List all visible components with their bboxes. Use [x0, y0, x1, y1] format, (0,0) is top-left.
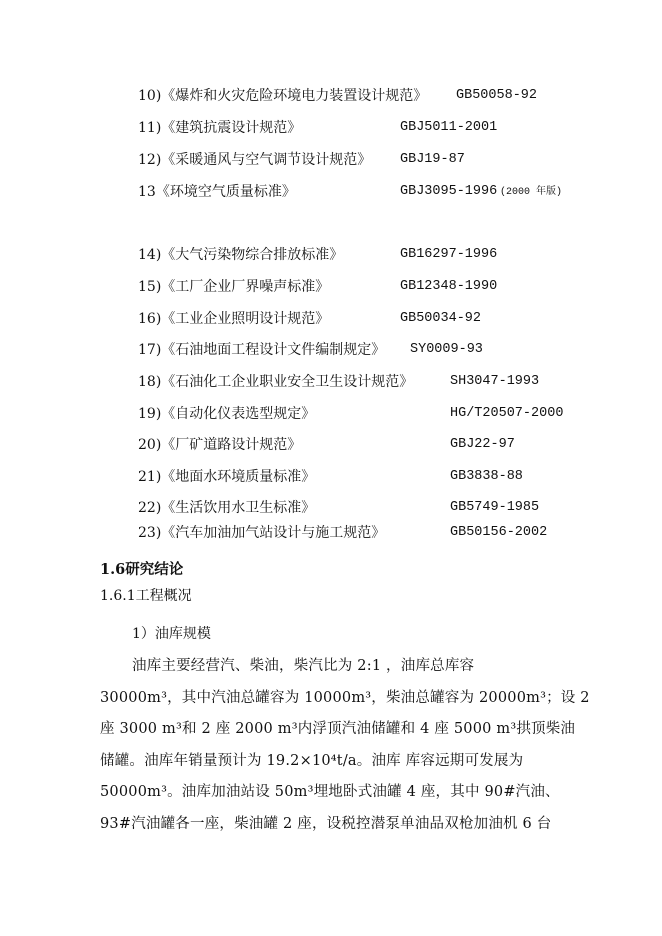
reference-code: GB5749-1985 — [450, 500, 540, 515]
reference-code: GB12348-1990 — [400, 279, 498, 294]
reference-item — [138, 245, 498, 265]
reference-code: GBJ19-87 — [400, 152, 465, 167]
reference-item — [138, 86, 538, 106]
reference-code: GB50058-92 — [456, 88, 538, 103]
reference-item — [138, 498, 540, 518]
reference-item — [138, 340, 483, 360]
reference-item — [138, 309, 482, 329]
list-item-heading: 1）油库规模 — [132, 626, 211, 642]
reference-item — [138, 277, 498, 297]
paragraph-line: 储罐。油库年销量预计为 19.2×10⁴t/a。油库 库容远期可发展为 — [100, 753, 524, 769]
reference-label: 18)《石油化工企业职业安全卫生设计规范》 — [138, 374, 414, 390]
paragraph-line: 油库主要经营汽、柴油，柴汽比为 2:1 ，油库总库容 — [132, 658, 475, 674]
reference-label: 21)《地面水环境质量标准》 — [138, 469, 316, 485]
reference-code: HG/T20507-2000 — [450, 406, 564, 421]
reference-label: 13《环境空气质量标准》 — [138, 184, 296, 200]
paragraph-line: 30000m³，其中汽油总罐容为 10000m³，柴油总罐容为 20000m³；设 2 — [100, 690, 590, 706]
reference-code: GBJ5011-2001 — [400, 120, 498, 135]
reference-label: 15)《工厂企业厂界噪声标准》 — [138, 279, 330, 295]
reference-label: 20)《厂矿道路设计规范》 — [138, 437, 302, 453]
reference-label: 10)《爆炸和火灾危险环境电力装置设计规范》 — [138, 88, 428, 104]
reference-label: 22)《生活饮用水卫生标准》 — [138, 500, 316, 516]
reference-code: SH3047-1993 — [450, 374, 540, 389]
reference-label: 14)《大气污染物综合排放标准》 — [138, 247, 344, 263]
reference-label: 19)《自动化仪表选型规定》 — [138, 406, 316, 422]
reference-item — [138, 372, 540, 392]
reference-code: SY0009-93 — [410, 342, 483, 357]
section-heading: 1.6研究结论 — [100, 561, 184, 578]
reference-label: 16)《工业企业照明设计规范》 — [138, 311, 330, 327]
reference-code: GB3838-88 — [450, 469, 523, 484]
reference-code: GB16297-1996 — [400, 247, 498, 262]
reference-label: 17)《石油地面工程设计文件编制规定》 — [138, 342, 386, 358]
paragraph-line: 93#汽油罐各一座，柴油罐 2 座，设税控潜泵单油品双枪加油机 6 台 — [100, 816, 552, 832]
paragraph-line: 50000m³。油库加油站设 50m³埋地卧式油罐 4 座，其中 90#汽油、 — [100, 784, 560, 800]
subsection-heading: 1.6.1工程概况 — [100, 588, 192, 604]
reference-item — [138, 118, 498, 138]
reference-label: 12)《采暖通风与空气调节设计规范》 — [138, 152, 372, 168]
reference-item — [138, 182, 563, 202]
paragraph-line: 座 3000 m³和 2 座 2000 m³内浮顶汽油储罐和 4 座 5000 m³拱顶柴油 — [100, 721, 576, 737]
reference-label: 23)《汽车加油加气站设计与施工规范》 — [138, 525, 386, 541]
reference-item — [138, 404, 564, 424]
reference-code: GBJ22-97 — [450, 437, 515, 452]
reference-code: GB50034-92 — [400, 311, 482, 326]
reference-code: GB50156-2002 — [450, 525, 548, 540]
reference-item — [138, 435, 515, 455]
reference-item — [138, 150, 465, 170]
reference-item — [138, 467, 523, 487]
reference-code: GBJ3095-1996 — [400, 184, 498, 199]
reference-note: (2000 年版) — [500, 187, 563, 198]
reference-item — [138, 523, 548, 543]
reference-label: 11)《建筑抗震设计规范》 — [138, 120, 302, 136]
